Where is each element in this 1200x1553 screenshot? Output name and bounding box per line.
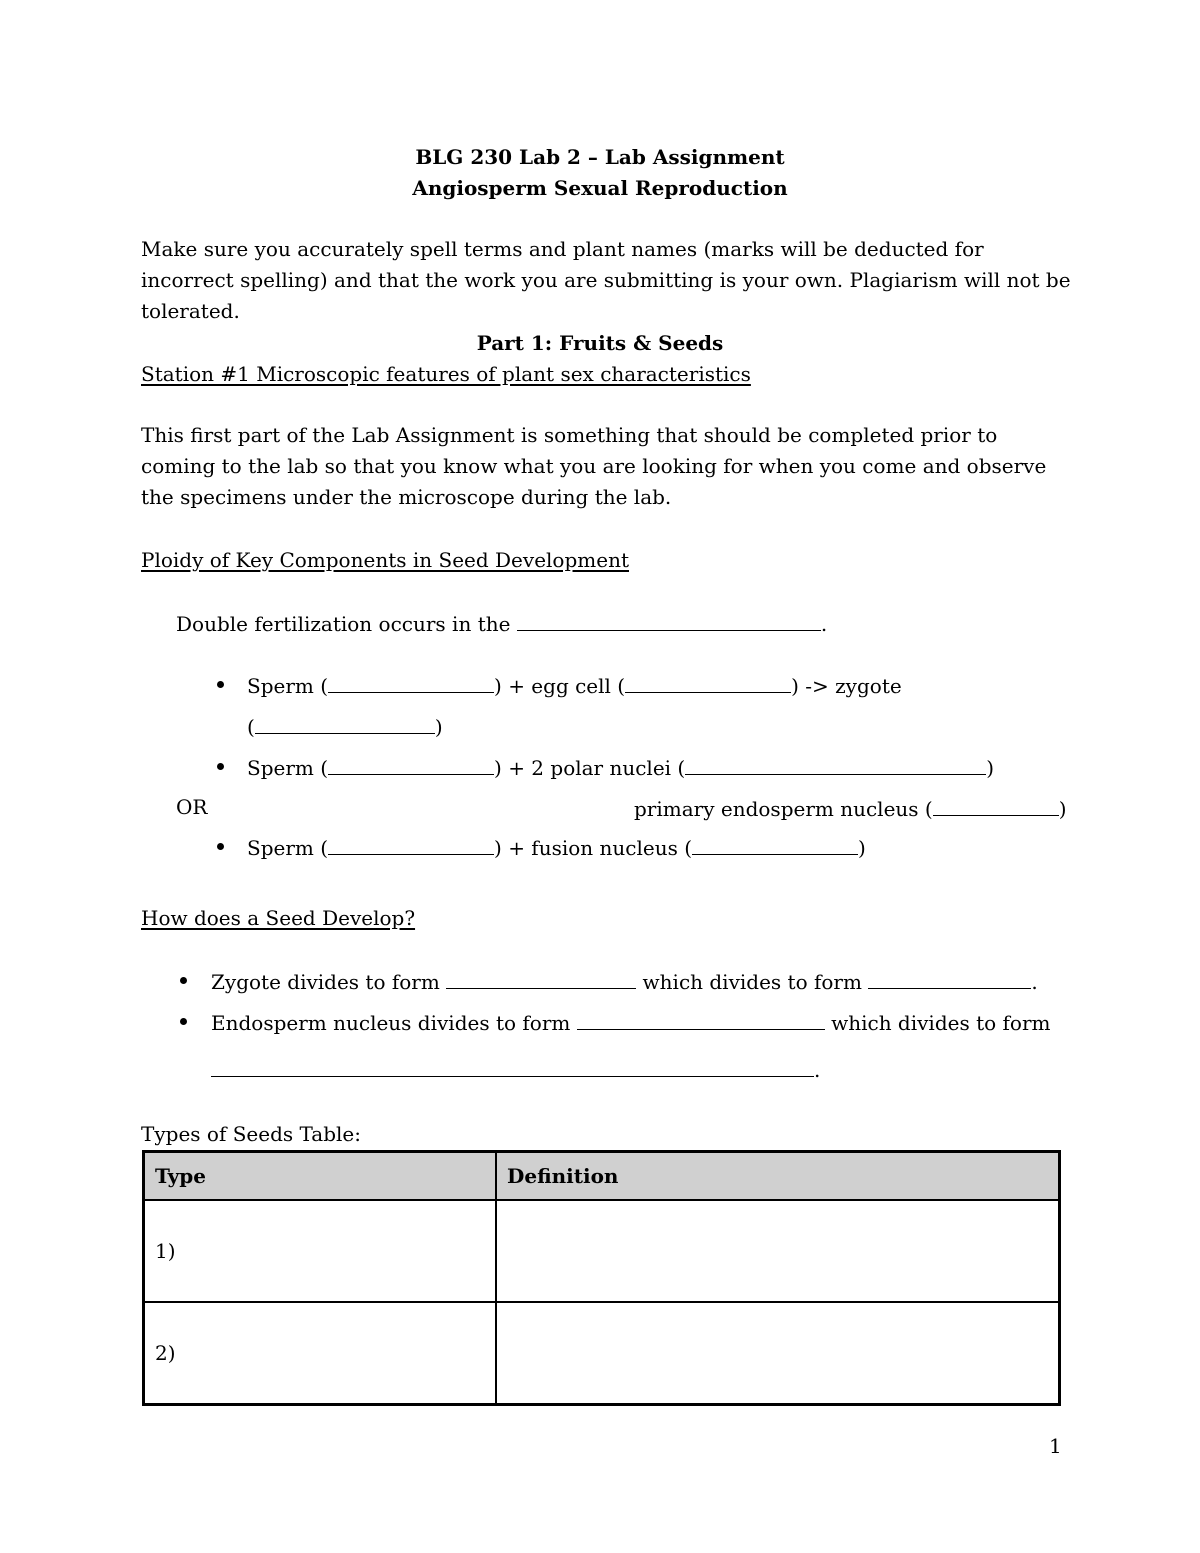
open-paren: (: [247, 715, 255, 739]
zygote-divides-text: Zygote divides to form: [211, 970, 440, 994]
bullet: [180, 1018, 187, 1025]
or-label: OR: [176, 795, 208, 819]
zygote-product-blank[interactable]: [446, 970, 636, 989]
which-divides-text: which divides to form: [831, 1011, 1051, 1035]
type-cell[interactable]: 2): [144, 1302, 497, 1405]
sperm-fusion-line: [247, 836, 866, 858]
sperm-ploidy-blank[interactable]: [328, 674, 494, 693]
plus-egg-label: ) + egg cell (: [494, 674, 626, 698]
endosperm-divides-text: Endosperm nucleus divides to form: [211, 1011, 571, 1035]
part1-heading: Part 1: Fruits & Seeds: [476, 331, 724, 355]
endosperm-final-line: [211, 1058, 820, 1080]
station-heading: Station #1 Microscopic features of plant sex characteristics: [141, 362, 751, 386]
definition-cell[interactable]: [496, 1200, 1060, 1302]
zygote-ploidy-line: [247, 715, 443, 737]
primary-endosperm-label: primary endosperm nucleus (: [634, 797, 933, 821]
polar-nuclei-ploidy-blank[interactable]: [685, 756, 986, 775]
sperm-egg-line: [247, 674, 902, 696]
zygote-divides-line: [211, 970, 1038, 992]
zygote-ploidy-blank[interactable]: [255, 715, 435, 734]
double-fertilization-text: Double fertilization occurs in the: [176, 612, 511, 636]
period: .: [820, 612, 828, 636]
zygote-label: ) -> zygote: [791, 674, 902, 698]
close-paren: ): [986, 756, 995, 780]
zygote-final-blank[interactable]: [868, 970, 1031, 989]
document-title: BLG 230 Lab 2 – Lab Assignment: [415, 145, 785, 169]
close-paren: ): [434, 715, 443, 739]
endosperm-final-blank[interactable]: [211, 1058, 814, 1077]
header-type: Type: [144, 1152, 497, 1201]
sperm-label: Sperm (: [247, 756, 329, 780]
page-number: 1: [1049, 1434, 1062, 1458]
bullet: [217, 763, 224, 770]
double-fertilization-line: [176, 612, 827, 634]
header-definition: Definition: [496, 1152, 1060, 1201]
close-paren: ): [858, 836, 866, 860]
seed-development-heading: How does a Seed Develop?: [141, 906, 416, 930]
part1-description: This first part of the Lab Assignment is something that should be completed prior to coming to the lab so that you know what you are looking for when you come and observe the specimens under the microscope during the lab.: [141, 423, 1047, 509]
primary-endosperm-line: [634, 797, 1067, 819]
sperm-label: Sperm (: [247, 836, 329, 860]
table-caption: Types of Seeds Table:: [141, 1122, 361, 1146]
endosperm-divides-line: [211, 1011, 1051, 1033]
egg-ploidy-blank[interactable]: [625, 674, 791, 693]
definition-cell[interactable]: [496, 1302, 1060, 1405]
period: .: [1031, 970, 1038, 994]
sperm-label: Sperm (: [247, 674, 329, 698]
bullet: [217, 681, 224, 688]
type-cell[interactable]: 1): [144, 1200, 497, 1302]
close-paren: ): [1058, 797, 1067, 821]
table-header-row: [144, 1152, 1060, 1201]
fusion-nucleus-blank[interactable]: [692, 836, 858, 855]
primary-endosperm-blank[interactable]: [933, 797, 1059, 816]
ploidy-heading: Ploidy of Key Components in Seed Development: [141, 548, 629, 572]
seeds-table: [142, 1150, 1061, 1406]
plus-polar-label: ) + 2 polar nuclei (: [494, 756, 686, 780]
plus-fusion-label: ) + fusion nucleus (: [494, 836, 693, 860]
intro-paragraph: Make sure you accurately spell terms and plant names (marks will be deducted for incorrect spelling) and that the work you are submitting is your own. Plagiarism will not be tolerated.: [141, 237, 1071, 323]
double-fertilization-blank[interactable]: [517, 612, 821, 631]
sperm-polar-line: [247, 756, 994, 778]
period: .: [814, 1058, 821, 1082]
endosperm-product-blank[interactable]: [577, 1011, 825, 1030]
table-row: [144, 1302, 1060, 1405]
document-subtitle: Angiosperm Sexual Reproduction: [412, 176, 788, 200]
table-row: [144, 1200, 1060, 1302]
bullet: [180, 977, 187, 984]
sperm-ploidy-blank[interactable]: [328, 756, 494, 775]
bullet: [217, 843, 224, 850]
sperm-ploidy-blank[interactable]: [328, 836, 494, 855]
which-divides-text: which divides to form: [642, 970, 862, 994]
